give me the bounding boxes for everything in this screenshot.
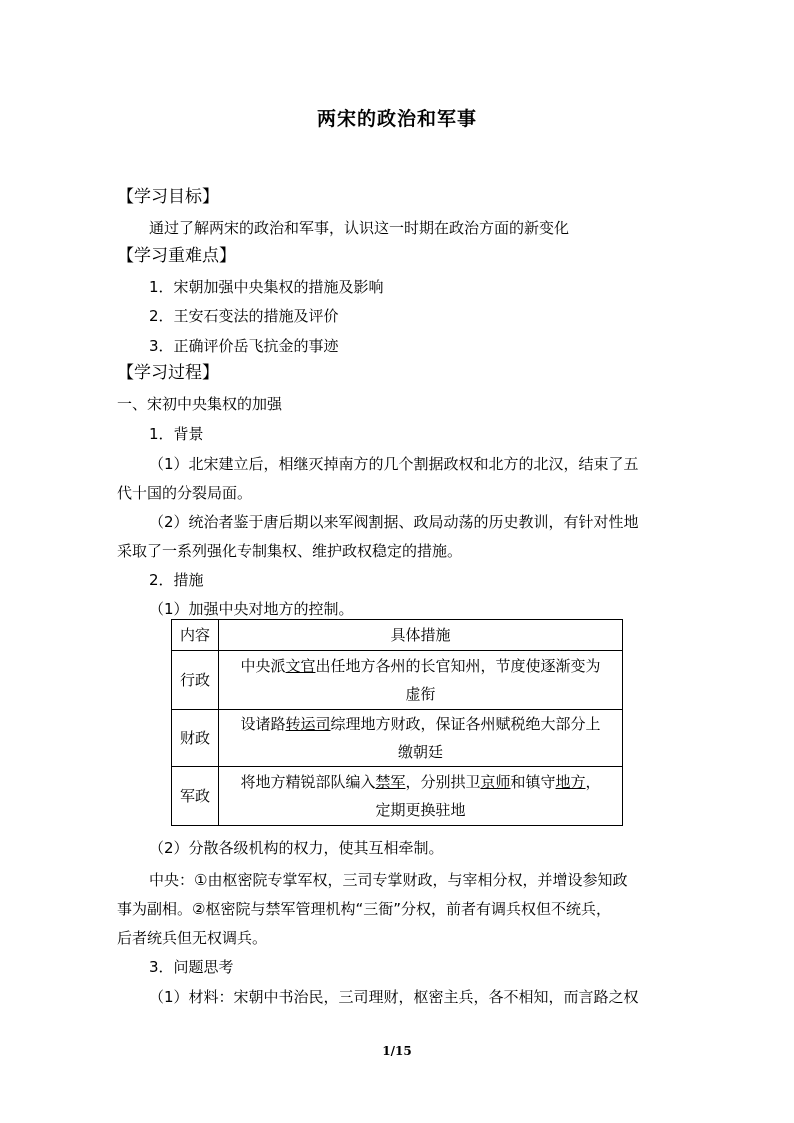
table-header-cell: 内容 [172, 620, 219, 651]
measures-table [171, 619, 623, 826]
measures-title: 2．措施 [149, 571, 204, 589]
underlined-term: 禁军 [375, 773, 406, 791]
row-measure [219, 651, 623, 710]
table-header-row [172, 620, 623, 651]
underlined-term: 地方 [555, 773, 586, 791]
objectives-heading: 【学习目标】 [117, 187, 219, 207]
objectives-text: 通过了解两宋的政治和军事，认识这一时期在政治方面的新变化 [149, 219, 570, 237]
underlined-term: 转运司 [285, 715, 331, 733]
page-number: 1/15 [382, 1044, 412, 1058]
measure-1-title: （1）加强中央对地方的控制。 [149, 600, 354, 618]
row-measure [219, 767, 623, 826]
central-line: 后者统兵但无权调兵。 [117, 929, 268, 947]
background-1-line1: （1）北宋建立后，相继灭掉南方的几个割据政权和北方的北汉，结束了五 [149, 455, 639, 473]
row-measure [219, 710, 623, 767]
key-points-heading: 【学习重难点】 [117, 246, 236, 266]
process-heading: 【学习过程】 [117, 363, 219, 383]
background-2-line2: 采取了一系列强化专制集权、维护政权稳定的措施。 [117, 542, 463, 560]
table-row [172, 651, 623, 710]
row-label: 军政 [172, 767, 219, 826]
key-point-item: 2．王安石变法的措施及评价 [149, 307, 339, 325]
measure-2-title: （2）分散各级机构的权力，使其互相牵制。 [149, 839, 444, 857]
measure-line: 设诸路转运司综理地方财政，保证各州赋税绝大部分上 [240, 715, 601, 733]
measure-line: 中央派文官出任地方各州的长官知州，节度使逐渐变为 [240, 657, 601, 675]
underlined-term: 文官 [285, 657, 316, 675]
document-title: 两宋的政治和军事 [316, 108, 477, 130]
measure-line: 缴朝廷 [397, 743, 443, 761]
row-label: 行政 [172, 651, 219, 710]
measure-line: 将地方精锐部队编入禁军，分别拱卫京师和镇守地方， [240, 773, 601, 791]
background-title: 1．背景 [149, 425, 204, 443]
part1-title: 一、宋初中央集权的加强 [117, 395, 283, 413]
key-point-item: 1．宋朝加强中央集权的措施及影响 [149, 278, 384, 296]
row-label: 财政 [172, 710, 219, 767]
background-2-line1: （2）统治者鉴于唐后期以来军阀割据、政局动荡的历史教训，有针对性地 [149, 513, 639, 531]
underlined-term: 京师 [480, 773, 511, 791]
question-title: 3．问题思考 [149, 958, 234, 976]
measure-line: 虚衔 [405, 685, 436, 703]
question-1-line1: （1）材料：宋朝中书治民，三司理财，枢密主兵，各不相知，而言路之权 [149, 988, 639, 1006]
key-point-item: 3．正确评价岳飞抗金的事迹 [149, 337, 339, 355]
central-line: 中央：①由枢密院专掌军权，三司专掌财政，与宰相分权，并增设参知政 [149, 871, 628, 889]
background-1-line2: 代十国的分裂局面。 [117, 484, 253, 502]
table-row [172, 710, 623, 767]
measure-line: 定期更换驻地 [375, 801, 466, 819]
table-row [172, 767, 623, 826]
table-header-cell: 具体措施 [219, 620, 623, 651]
central-line: 事为副相。②枢密院与禁军管理机构“三衙”分权，前者有调兵权但不统兵， [117, 900, 611, 918]
